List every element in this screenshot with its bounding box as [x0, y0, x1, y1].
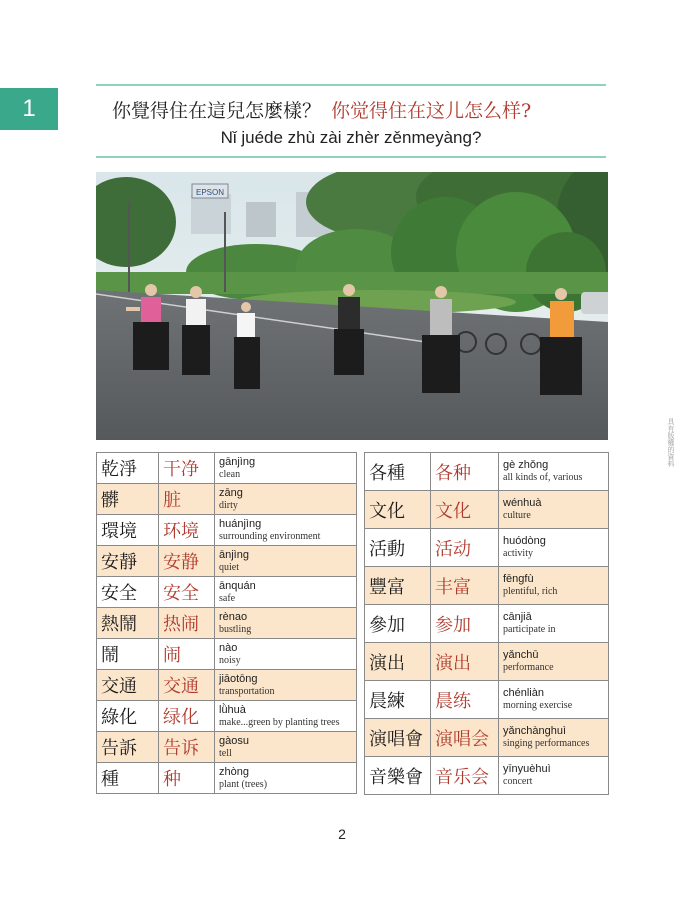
vocab-traditional: 豐富 — [365, 567, 431, 605]
vocab-simplified: 绿化 — [159, 701, 215, 732]
vocab-row — [365, 605, 609, 643]
vocab-simplified: 告诉 — [159, 732, 215, 763]
tai-chi-photo — [96, 172, 608, 440]
vocab-definition — [215, 639, 357, 670]
lesson-number: 1 — [22, 95, 36, 122]
vocab-traditional: 參加 — [365, 605, 431, 643]
title-simplified: 你觉得住在这儿怎么样? — [331, 100, 532, 122]
vocab-row — [365, 567, 609, 605]
vocab-traditional: 熱鬧 — [97, 608, 159, 639]
vocab-definition — [215, 484, 357, 515]
vocab-english: culture — [503, 510, 531, 521]
vocab-left-body — [97, 453, 357, 794]
vocab-definition — [215, 453, 357, 484]
vocab-english: performance — [503, 662, 554, 673]
vocab-pinyin: ānquán — [219, 579, 256, 592]
vocab-row — [97, 608, 357, 639]
vocab-traditional: 活動 — [365, 529, 431, 567]
vocab-row — [365, 757, 609, 795]
vocab-definition — [215, 515, 357, 546]
vocab-simplified: 热闹 — [159, 608, 215, 639]
vocab-pinyin: gàosu — [219, 734, 249, 747]
vocab-simplified: 环境 — [159, 515, 215, 546]
vocab-traditional: 安靜 — [97, 546, 159, 577]
vocab-row — [97, 639, 357, 670]
vocab-traditional: 綠化 — [97, 701, 159, 732]
vocab-english: make...green by planting trees — [219, 716, 340, 728]
vocab-simplified: 丰富 — [431, 567, 499, 605]
vocab-pinyin: huódòng — [503, 535, 546, 547]
vocab-pinyin: yīnyuèhuì — [503, 763, 551, 775]
vocab-pinyin: gè zhǒng — [503, 459, 549, 471]
vocab-row — [97, 670, 357, 701]
vocab-english: concert — [503, 776, 533, 787]
vocab-traditional: 音樂會 — [365, 757, 431, 795]
vocab-row — [365, 643, 609, 681]
vocab-table-right — [364, 452, 609, 795]
vocab-simplified: 文化 — [431, 491, 499, 529]
vocab-english: singing performances — [503, 738, 590, 749]
vocab-row — [97, 484, 357, 515]
vocab-definition — [215, 577, 357, 608]
vocab-english: all kinds of, various — [503, 472, 583, 483]
vocab-definition — [499, 491, 609, 529]
side-watermark-note: 具有版權的資料 — [667, 418, 675, 467]
vocab-traditional: 乾淨 — [97, 453, 159, 484]
vocab-english: activity — [503, 548, 533, 559]
vocab-english: dirty — [219, 499, 238, 511]
vocab-table-left — [96, 452, 357, 794]
vocab-definition — [499, 719, 609, 757]
vocab-pinyin: yǎnchū — [503, 649, 539, 661]
vocab-traditional: 種 — [97, 763, 159, 794]
vocab-definition — [215, 546, 357, 577]
vocab-pinyin: fēngfù — [503, 573, 534, 585]
vocab-pinyin: rènao — [219, 610, 248, 623]
lesson-title — [112, 96, 612, 123]
billboard-text: EPSON — [195, 188, 225, 197]
vocab-row — [365, 491, 609, 529]
vocab-row — [97, 577, 357, 608]
vocab-pinyin: lǜhuà — [219, 703, 246, 716]
vocab-pinyin: ānjìng — [219, 548, 249, 561]
vocab-simplified: 演唱会 — [431, 719, 499, 757]
vocab-pinyin: zhòng — [219, 765, 249, 778]
vocab-english: plentiful, rich — [503, 586, 558, 597]
vocab-simplified: 安静 — [159, 546, 215, 577]
vocab-definition — [499, 529, 609, 567]
vocab-simplified: 种 — [159, 763, 215, 794]
vocab-traditional: 文化 — [365, 491, 431, 529]
vocab-row — [365, 719, 609, 757]
vocab-pinyin: wénhuà — [503, 497, 542, 509]
vocab-definition — [499, 567, 609, 605]
vocab-traditional: 各種 — [365, 453, 431, 491]
vocab-english: tell — [219, 747, 232, 759]
lesson-number-tab — [0, 88, 58, 130]
vocab-simplified: 安全 — [159, 577, 215, 608]
vocab-row — [365, 529, 609, 567]
vocab-pinyin: gānjìng — [219, 455, 256, 468]
vocab-pinyin: huánjìng — [219, 517, 262, 530]
vocab-traditional: 環境 — [97, 515, 159, 546]
vocab-traditional: 安全 — [97, 577, 159, 608]
vocab-pinyin: cānjiā — [503, 611, 532, 623]
vocab-simplified: 音乐会 — [431, 757, 499, 795]
vocab-traditional: 告訴 — [97, 732, 159, 763]
vocab-simplified: 闹 — [159, 639, 215, 670]
vocab-traditional: 髒 — [97, 484, 159, 515]
vocab-definition — [215, 670, 357, 701]
vocab-definition — [499, 605, 609, 643]
bottom-rule — [96, 156, 606, 158]
vocab-right-body — [365, 453, 609, 795]
vocab-pinyin: nào — [219, 641, 238, 654]
vocab-row — [365, 681, 609, 719]
vocab-traditional: 交通 — [97, 670, 159, 701]
vocab-simplified: 各种 — [431, 453, 499, 491]
vocab-english: participate in — [503, 624, 556, 635]
vocab-pinyin: zāng — [219, 486, 243, 499]
vocab-row — [97, 732, 357, 763]
vocab-simplified: 演出 — [431, 643, 499, 681]
vocab-english: clean — [219, 468, 241, 480]
vocab-definition — [215, 732, 357, 763]
vocab-pinyin: chénliàn — [503, 687, 544, 699]
vocab-english: bustling — [219, 623, 252, 635]
vocab-row — [365, 453, 609, 491]
vocab-traditional: 演唱會 — [365, 719, 431, 757]
vocab-row — [97, 763, 357, 794]
page-number: 2 — [338, 826, 346, 842]
vocab-row — [97, 453, 357, 484]
vocab-pinyin: jiāotōng — [219, 672, 258, 685]
vocab-traditional: 晨練 — [365, 681, 431, 719]
vocab-english: safe — [219, 592, 236, 604]
vocab-definition — [215, 701, 357, 732]
vocab-definition — [499, 757, 609, 795]
vocab-simplified: 参加 — [431, 605, 499, 643]
vocab-simplified: 晨练 — [431, 681, 499, 719]
vocab-pinyin: yǎnchànghuì — [503, 725, 566, 737]
vocab-definition — [499, 643, 609, 681]
vocab-english: quiet — [219, 561, 239, 573]
vocab-definition — [215, 763, 357, 794]
title-traditional: 你覺得住在這兒怎麼樣？ — [112, 100, 322, 122]
title-pinyin: Nǐ juéde zhù zài zhèr zěnmeyàng? — [220, 128, 482, 147]
vocab-english: plant (trees) — [219, 778, 268, 790]
vocab-simplified: 脏 — [159, 484, 215, 515]
vocab-definition — [215, 608, 357, 639]
vocab-row — [97, 515, 357, 546]
vocab-simplified: 干净 — [159, 453, 215, 484]
vocab-english: noisy — [219, 654, 241, 666]
vocab-definition — [499, 453, 609, 491]
vocab-simplified: 活动 — [431, 529, 499, 567]
vocab-english: surrounding environment — [219, 530, 321, 542]
vocab-english: transportation — [219, 685, 275, 697]
vocab-row — [97, 701, 357, 732]
vocab-row — [97, 546, 357, 577]
vocab-traditional: 鬧 — [97, 639, 159, 670]
vocab-simplified: 交通 — [159, 670, 215, 701]
vocab-traditional: 演出 — [365, 643, 431, 681]
top-rule — [96, 84, 606, 86]
vocab-definition — [499, 681, 609, 719]
vocab-english: morning exercise — [503, 700, 573, 711]
